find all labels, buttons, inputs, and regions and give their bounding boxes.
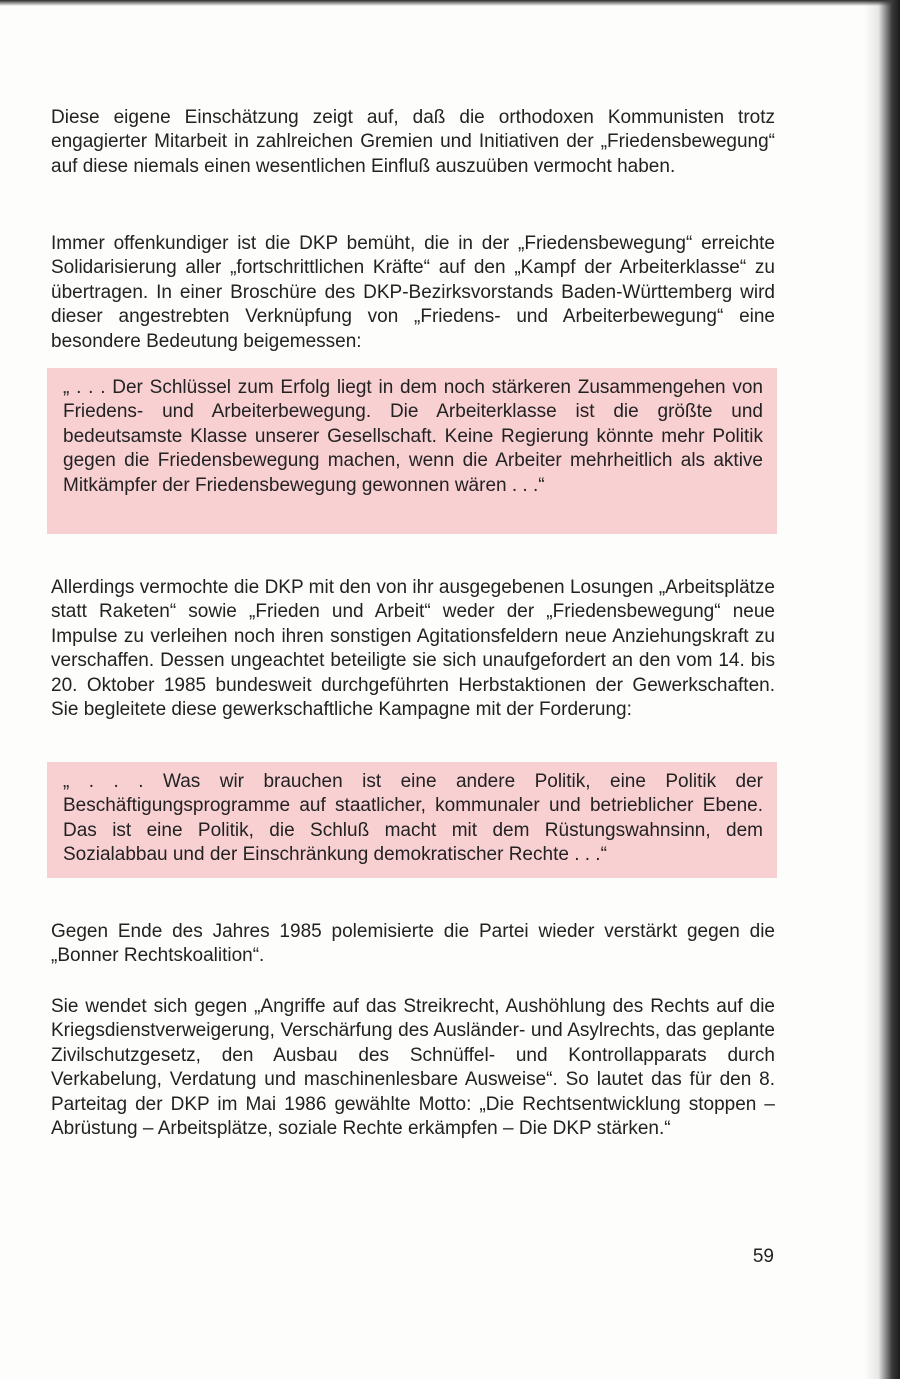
book-binding-shadow [864, 0, 900, 1379]
page-number: 59 [752, 1246, 774, 1267]
highlighted-quote-politics [47, 762, 777, 878]
paragraph-solidarity: Immer offenkundiger ist die DKP bemüht, die in der „Friedensbewegung“ erreichte Solidarisierung aller „fortschrittlichen Kräfte“ auf den „Kampf der Arbeiterklasse“ zu übertragen. In einer Broschüre des DKP-Bezirksvorstands Baden-Württemberg wird dieser angestrebten Verknüpfung von „Friedens- und Arbeiterbewegung“ eine besondere Bedeutung beigemessen: [51, 233, 775, 352]
quote-text-key-to-success: „ . . . Der Schlüssel zum Erfolg liegt in dem noch stärkeren Zusammengehen von Friedens- und Arbeiterbewegung. Die Arbeiterklasse ist die größte und bedeutsamste Klasse unserer Gesellschaft. Keine Regierung könnte mehr Politik gegen die Friedensbewegung machen, wenn die Arbeiter mehrheitlich als aktive Mitkämpfer der Friedensbewegung gewonnen wären . . .“ [63, 377, 763, 496]
quote-text-politics: „ . . . Was wir brauchen ist eine andere Politik, eine Politik der Beschäftigungsprogramme auf staatlicher, kommunaler und betrieblicher Ebene. Das ist eine Politik, die Schluß macht mit dem Rüstungswahnsinn, dem Sozialabbau und der Einschränkung demokratischer Rechte . . .“ [63, 771, 763, 866]
page-top-edge [0, 0, 900, 6]
paragraph-slogans: Allerdings vermochte die DKP mit den von ihr ausgegebenen Losungen „Arbeitsplätze statt Raketen“ sowie „Frieden und Arbeit“ weder der „Friedensbewegung“ neue Impulse zu verleihen noch ihren sonstigen Agitationsfeldern neue Anziehungskraft zu verschaffen. Dessen ungeachtet beteiligte sie sich unaufgefordert an den vom 14. bis 20. Oktober 1985 bundesweit durchgeführten Herbstaktionen der Gewerkschaften. Sie begleitete diese gewerkschaftliche Kampagne mit der Forderung: [51, 577, 775, 721]
highlighted-quote-key-to-success [47, 368, 777, 534]
paragraph-party-motto: Sie wendet sich gegen „Angriffe auf das Streikrecht, Aushöhlung des Rechts auf die Kriegsdienstverweigerung, Verschärfung des Ausländer- und Asylrechts, das geplante Zivilschutzgesetz, den Ausbau des Schnüffel- und Kontrollapparats durch Verkabelung, Verdatung und maschinenlesbare Ausweise“. So lautet das für den 8. Parteitag der DKP im Mai 1986 gewählte Motto: „Die Rechtsentwicklung stoppen – Abrüstung – Arbeitsplätze, soziale Rechte erkämpfen – Die DKP stärken.“ [51, 996, 775, 1140]
paragraph-coalition: Gegen Ende des Jahres 1985 polemisierte die Partei wieder verstärkt gegen die „Bonner Rechtskoalition“. [51, 921, 775, 967]
paragraph-influence: Diese eigene Einschätzung zeigt auf, daß die orthodoxen Kommunisten trotz engagierter Mitarbeit in zahlreichen Gremien und Initiativen der „Friedensbewegung“ auf diese niemals einen wesentlichen Einfluß auszuüben vermocht haben. [51, 107, 775, 177]
